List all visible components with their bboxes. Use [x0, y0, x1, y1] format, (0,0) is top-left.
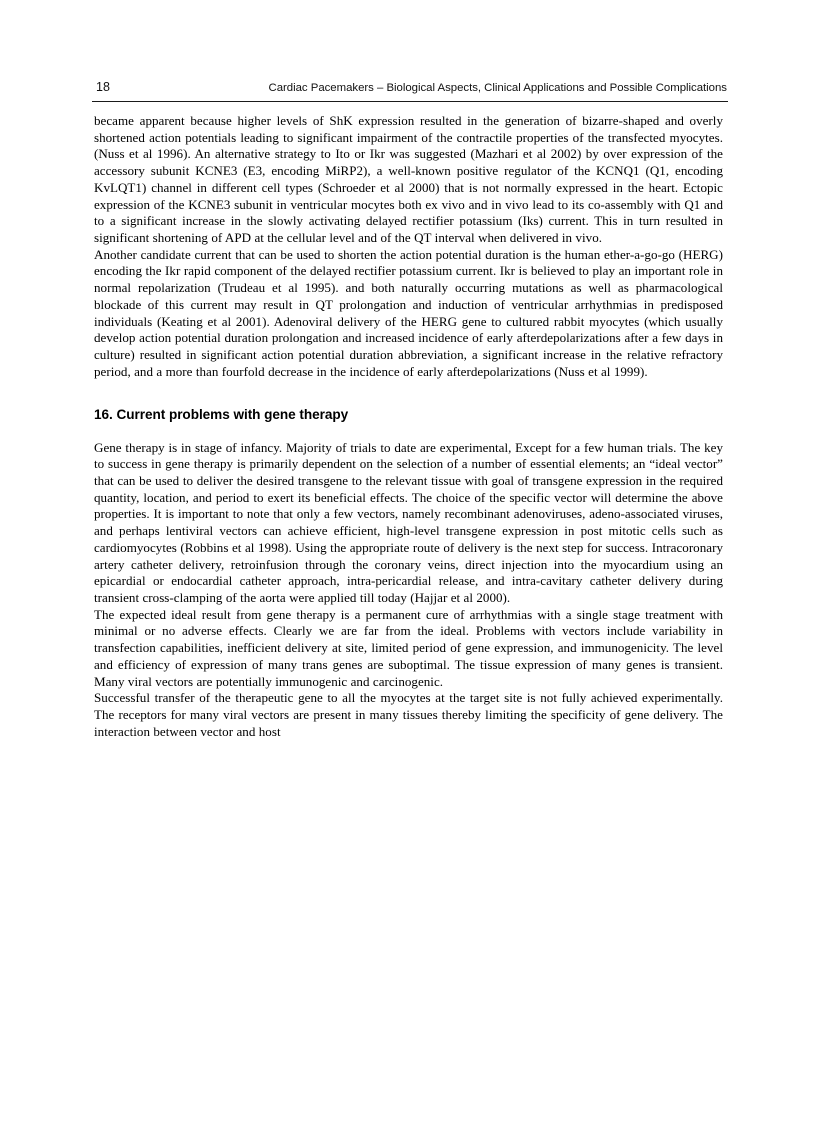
paragraph-successful-transfer: Successful transfer of the therapeutic gene to all the myocytes at the target site is not fully achieved experimentally. The receptors for many viral vectors are present in many tissues thereby limiting the specificity of gene delivery. The interaction between vector and host — [94, 690, 723, 739]
heading-spacer-below — [94, 423, 723, 440]
running-header — [92, 78, 728, 102]
book-title-header: Cardiac Pacemakers – Biological Aspects, Clinical Applications and Possible Complications — [268, 82, 727, 94]
page-number: 18 — [96, 80, 111, 94]
paragraph-herg-current: Another candidate current that can be used to shorten the action potential duration is the human ether-a-go-go (HERG) encoding the Ikr rapid component of the delayed rectifier potassium current. Ikr is believed to play an important role in normal repolarization (Trudeau et al 1995). and both naturally occurring mutations as well as pharmacological blockade of this current may result in QT prolongation and induction of ventricular arrhythmias in predisposed individuals (Keating et al 2001). Adenoviral delivery of the HERG gene to cultured rabbit myocytes (which usually develop action potential duration prolongation and increased incidence of early afterdepolarizations after a few days in culture) resulted in significant action potential duration abbreviation, a significant increase in the relative refractory period, and a more than fourfold decrease in the incidence of early afterdepolarizations (Nuss et al 1999). — [94, 246, 723, 379]
paragraph-shk-expression: became apparent because higher levels of ShK expression resulted in the generation of bizarre-shaped and overly shortened action potentials leading to significant impairment of the contractile properties of the transfected myocytes. (Nuss et al 1996). An alternative strategy to Ito or Ikr was suggested (Mazhari et al 2002) by over expression of the accessory subunit KCNE3 (E3, encoding MiRP2), a well-known positive regulator of the KCNQ1 (Q1, encoding KvLQT1) channel in different cell types (Schroeder et al 2000) that is not normally expressed in the heart. Ectopic expression of the KCNE3 subunit in ventricular mocytes both ex vivo and in vivo lead to its co-assembly with Q1 and to a significant increase in the slowly activating delayed rectifier potassium (Iks) current. This in turn resulted in significant shortening of APD at the cellular level and of the QT interval when delivered in vivo. — [94, 113, 723, 246]
paragraph-expected-ideal-result: The expected ideal result from gene therapy is a permanent cure of arrhythmias with a single stage treatment with minimal or no adverse effects. Clearly we are far from the ideal. Problems with vectors include variability in transfection capabilities, inefficient delivery at site, limited period of gene expression, and immunogenicity. The level and efficiency of expression of many trans genes are suboptimal. The tissue expression of many genes is transient. Many viral vectors are potentially immunogenic and carcinogenic. — [94, 606, 723, 689]
body-text-column — [94, 113, 723, 740]
paragraph-gene-therapy-infancy: Gene therapy is in stage of infancy. Majority of trials to date are experimental, Except for a few human trials. The key to success in gene therapy is primarily dependent on the selection of a number of essential elements; an “ideal vector” that can be used to deliver the desired transgene to the relevant tissue with goal of transgene expression in the required quantity, location, and period to exert its beneficial effects. The choice of the specific vector will determine the above properties. It is important to note that only a few vectors, namely recombinant adenoviruses, adeno-associated viruses, and perhaps lentiviral vectors can achieve efficient, high-level transgene expression in post mitotic cells such as cardiomyocytes (Robbins et al 1998). Using the appropriate route of delivery is the next step for success. Intracoronary artery catheter delivery, retroinfusion through the coronary veins, direct injection into the myocardium using an epicardial or endocardial catheter approach, intra-pericardial release, and intra-cavitary catheter delivery during transient cross-clamping of the aorta were applied till today (Hajjar et al 2000). — [94, 439, 723, 605]
heading-spacer-above — [94, 381, 723, 407]
running-header-row — [92, 78, 728, 101]
section-heading-16: 16. Current problems with gene therapy — [94, 406, 349, 422]
